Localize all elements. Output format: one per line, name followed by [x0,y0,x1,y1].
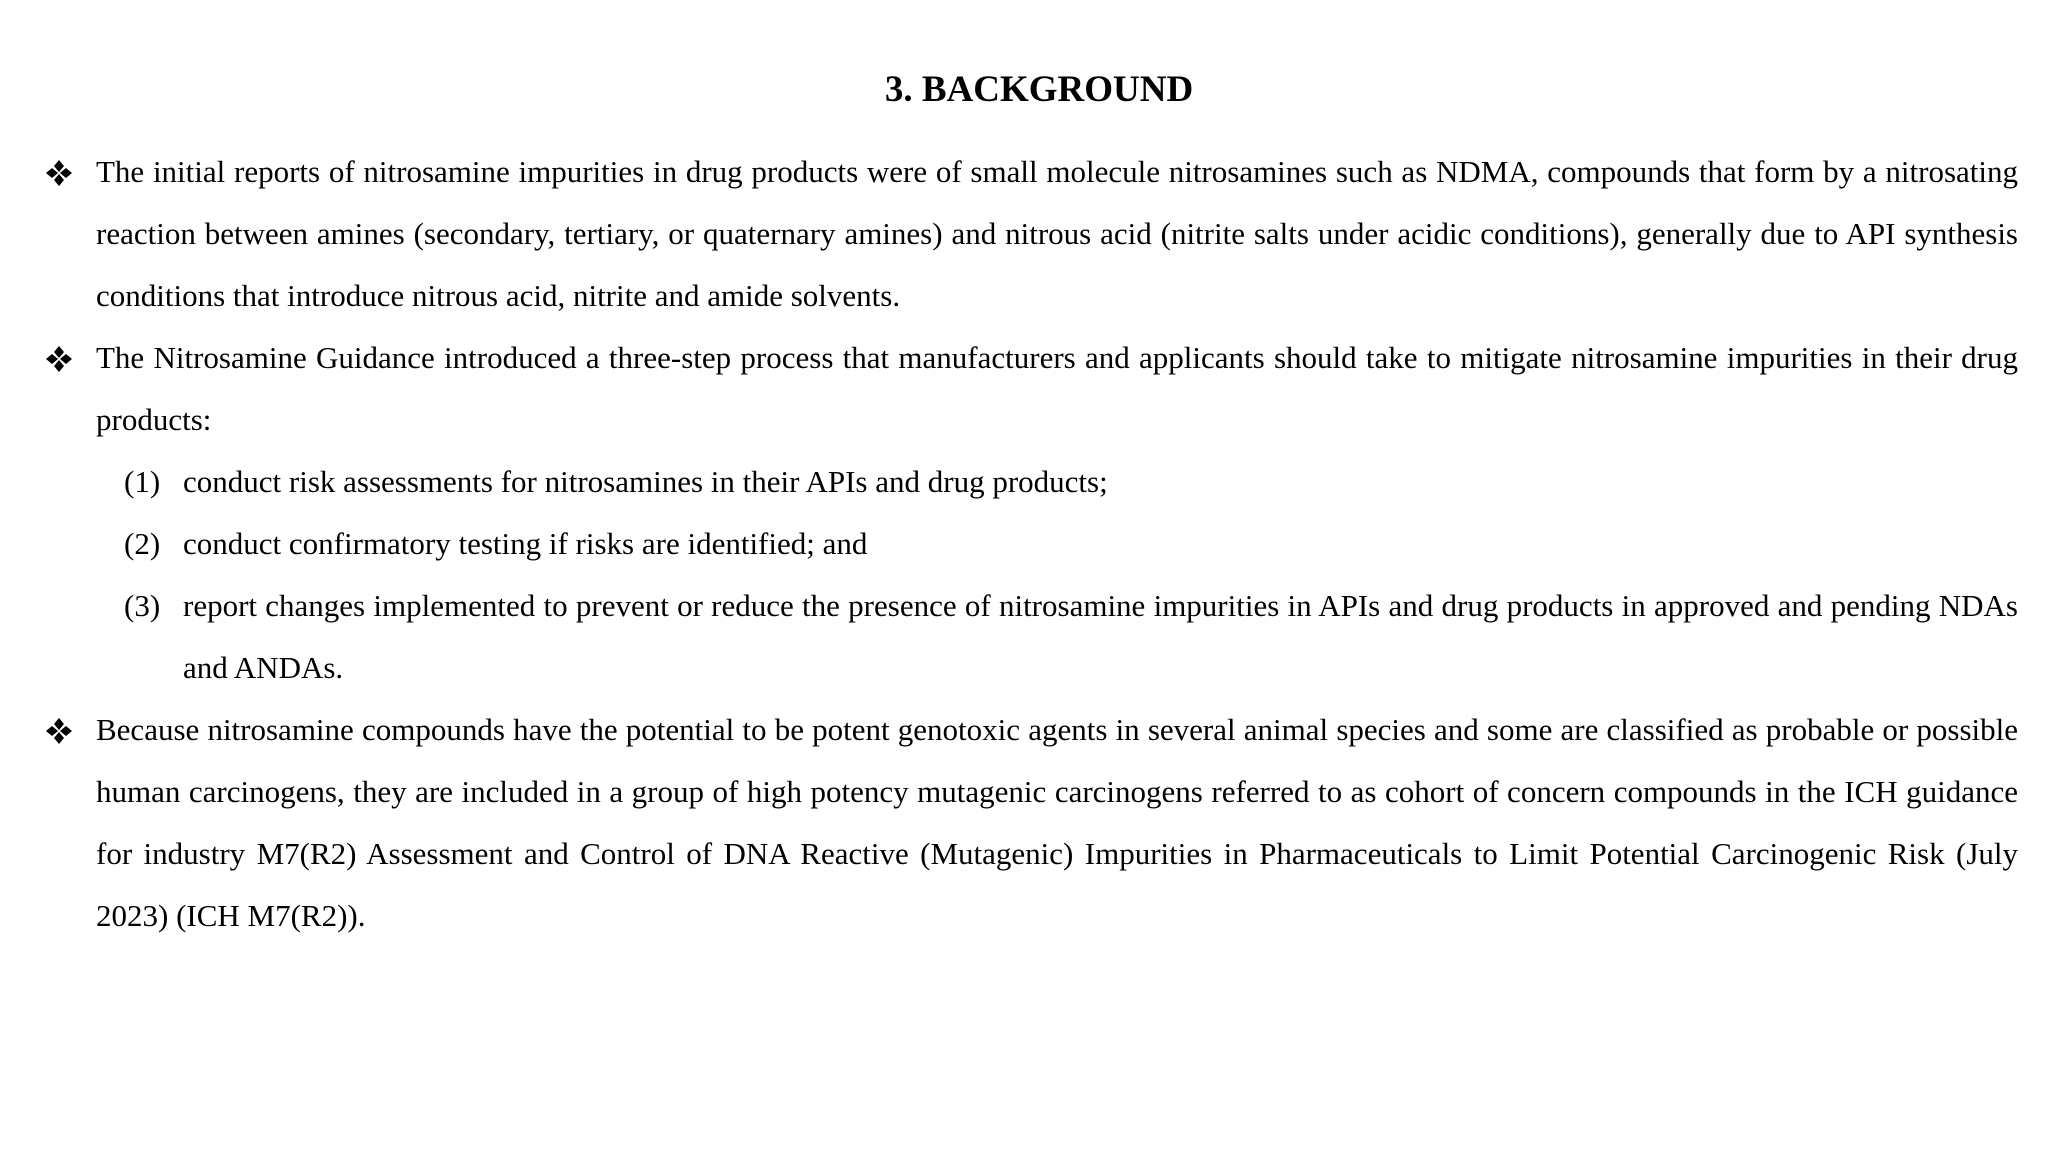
three-step-list [96,451,2018,699]
step-number: (2) [124,526,161,561]
bullet-text: The Nitrosamine Guidance introduced a three-step process that manufacturers and applicants should take to mitigate nitrosamine impurities in their drug products: [96,340,2018,437]
background-content [96,141,2018,947]
list-item-step-3 [96,575,2018,699]
bullet-text: Because nitrosamine compounds have the potential to be potent genotoxic agents in several animal species and some are classified as probable or possible human carcinogens, they are included in a group of high potency mutagenic carcinogens referred to as cohort of concern compounds in the ICH guidance for industry M7(R2) Assessment and Control of DNA Reactive (Mutagenic) Impurities in Pharmaceuticals to Limit Potential Carcinogenic Risk (July 2023) (ICH M7(R2)). [96,712,2018,933]
four-diamond-bullet-icon [46,141,80,203]
bullet-item-initial-reports [96,141,2018,327]
step-text: conduct risk assessments for nitrosamines in their APIs and drug products; [183,464,1108,499]
bullet-item-carcinogens [96,699,2018,947]
section-title: 3. BACKGROUND [884,69,1194,110]
step-number: (3) [124,588,161,623]
bullet-item-guidance [96,327,2018,699]
step-text: report changes implemented to prevent or reduce the presence of nitrosamine impurities in APIs and drug products in approved and pending NDAs and ANDAs. [183,588,2018,685]
step-text: conduct confirmatory testing if risks are identified; and [183,526,868,561]
four-diamond-bullet-icon [46,699,80,761]
list-item-step-2 [96,513,2018,575]
four-diamond-bullet-icon [46,327,80,389]
list-item-step-1 [96,451,2018,513]
step-number: (1) [124,464,161,499]
bullet-text: The initial reports of nitrosamine impurities in drug products were of small molecule nitrosamines such as NDMA, compounds that form by a nitrosating reaction between amines (secondary, tertiary, or quaternary amines) and nitrous acid (nitrite salts under acidic conditions), generally due to API synthesis conditions that introduce nitrous acid, nitrite and amide solvents. [96,154,2018,313]
